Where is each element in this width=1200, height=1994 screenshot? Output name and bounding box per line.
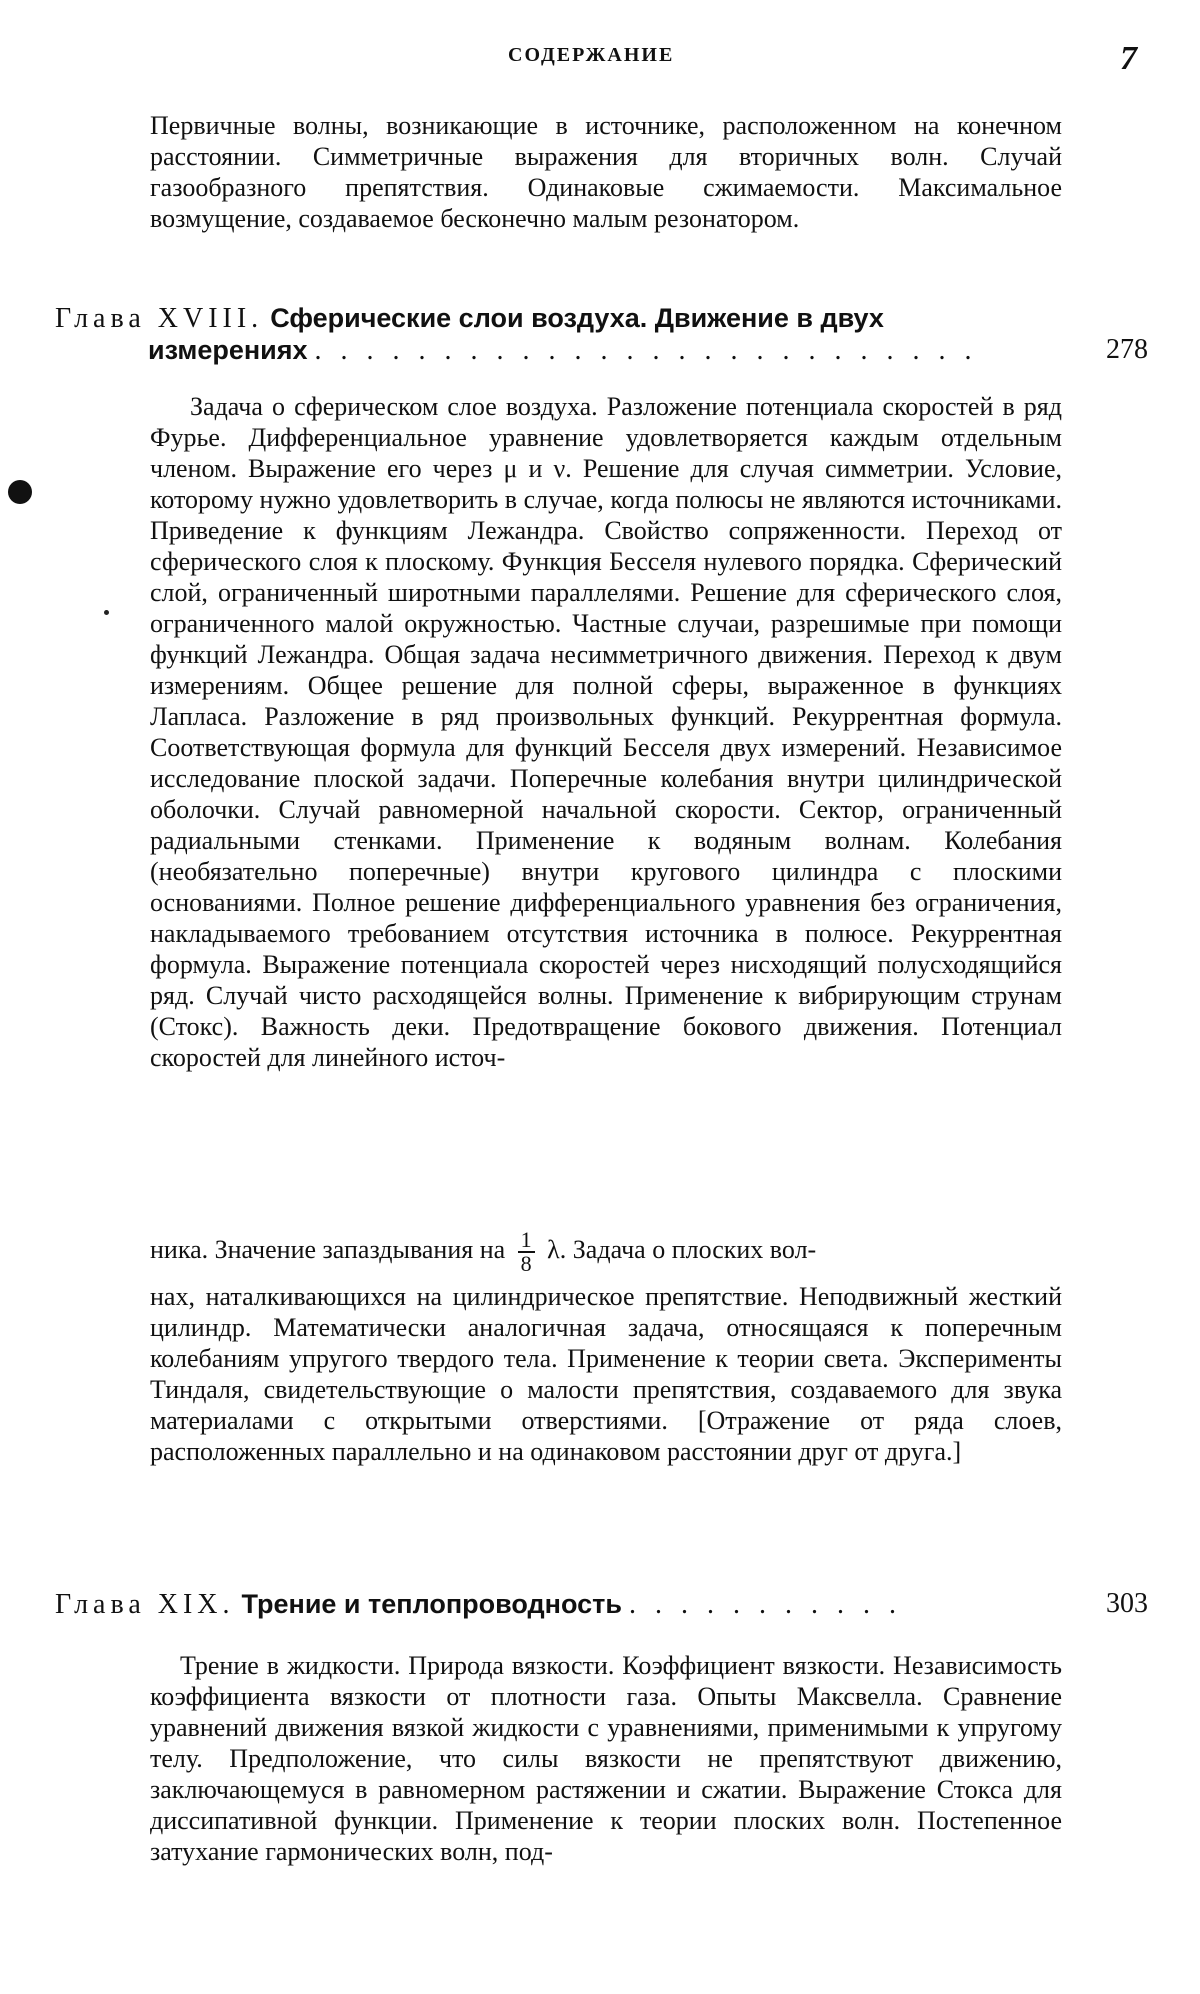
ink-blot-mark (8, 480, 32, 504)
chapter-18-heading (55, 302, 1075, 335)
ink-speck-mark (104, 610, 109, 615)
fraction-suffix: λ. Задача о плоских вол- (547, 1234, 817, 1264)
fraction-one-eighth (518, 1229, 535, 1275)
chapter-18-title-line1: Сферические слои воздуха. Движение в двух (270, 303, 884, 333)
chapter-19-page: 303 (1106, 1588, 1148, 1619)
intro-paragraph: Первичные волны, возникающие в источнике, расположенном на конечном расстоянии. Симметричные выражения для вторичных волн. Случай газообразного препятствия. Одинаковые сжимаемости. Максимальное возмущение, создаваемое бесконечно малым резонатором. (150, 111, 1062, 233)
chapter-18-title-line2: измерениях (148, 335, 308, 365)
fraction-prefix: ника. Значение запаздывания на (150, 1234, 506, 1264)
chapter-18-leader-dots: . . . . . . . . . . . . . . . . . . . . . . . . . . (314, 335, 978, 366)
chapter-18-page: 278 (1106, 334, 1148, 365)
chapter-19-summary: Трение в жидкости. Природа вязкости. Коэффициент вязкости. Независимость коэффициента вязкости от плотности газа. Опыты Максвелла. Сравнение уравнений движения вязкой жидкости с уравнениями, применимыми к упругому телу. Предположение, что силы вязкости не препятствуют движению, заключающемуся в равномерном растяжении и сжатии. Выражение Стокса для диссипативной функции. Применение к теории плоских волн. Постепенное затухание гармонических волн, под- (150, 1651, 1062, 1866)
chapter-18-lead: Глава XVIII. (55, 303, 264, 334)
fraction-denominator: 8 (520, 1251, 532, 1276)
chapter-19-lead: Глава XIX. (55, 1589, 235, 1620)
running-header (0, 40, 1200, 80)
page-number: 7 (1120, 40, 1137, 77)
chapter-18-summary: Задача о сферическом слое воздуха. Разложение потенциала скоростей в ряд Фурье. Дифференциальное уравнение удовлетворяется каждым отдельным членом. Выражение его через μ и ν. Решение для случая симметрии. Условие, которому нужно удовлетворить в случае, когда полюсы не являются источниками. Приведение к функциям Лежандра. Свойство сопряженности. Переход от сферического слоя к плоскому. Функция Бесселя нулевого порядка. Сферический слой, ограниченный широтными параллелями. Решение для сферического слоя, ограниченного малой окружностью. Частные случаи, разрешимые при помощи функций Лежандра. Общая задача несимметричного движения. Переход к двум измерениям. Общее решение для полной сферы, выраженное в функциях Лапласа. Разложение в ряд произвольных функций. Рекуррентная формула. Соответствующая формула для функций Бесселя двух измерений. Независимое исследование плоской задачи. Поперечные колебания внутри цилиндрической оболочки. Случай равномерной начальной скорости. Сектор, ограниченный радиальными стенками. Применение к водяным волнам. Колебания (необязательно поперечные) внутри кругового цилиндра с плоскими основаниями. Полное решение дифференциального уравнения без ограничения, накладываемого требованием отсутствия источника в полюсе. Рекуррентная формула. Выражение потенциала скоростей через нисходящий полусходящийся ряд. Случай чисто расходящейся волны. Применение к вибрирующим струнам (Стокс). Важность деки. Предотвращение бокового движения. Потенциал скоростей для линейного источ- (150, 392, 1062, 1072)
chapter-18-summary-continued: нах, наталкивающихся на цилиндрическое препятствие. Неподвижный жесткий цилиндр. Математически аналогичная задача, относящаяся к поперечным колебаниям упругого твердого тела. Применение к теории света. Эксперименты Тиндаля, свидетельствующие о малости препятствия, создаваемого для звука материалами с открытыми отверстиями. [Отражение от ряда слоев, расположенных параллельно и на одинаковом расстоянии друг от друга.] (150, 1282, 1062, 1466)
header-title: СОДЕРЖАНИЕ (508, 44, 675, 66)
fraction-numerator: 1 (518, 1229, 535, 1253)
chapter-19-leader-dots: . . . . . . . . . . . (628, 1589, 902, 1620)
chapter-18-heading-line2 (148, 334, 1148, 366)
chapter-18-fraction-line (150, 1229, 1062, 1281)
chapter-19-heading (55, 1588, 1148, 1620)
chapter-19-title: Трение и теплопроводность (241, 1589, 622, 1619)
